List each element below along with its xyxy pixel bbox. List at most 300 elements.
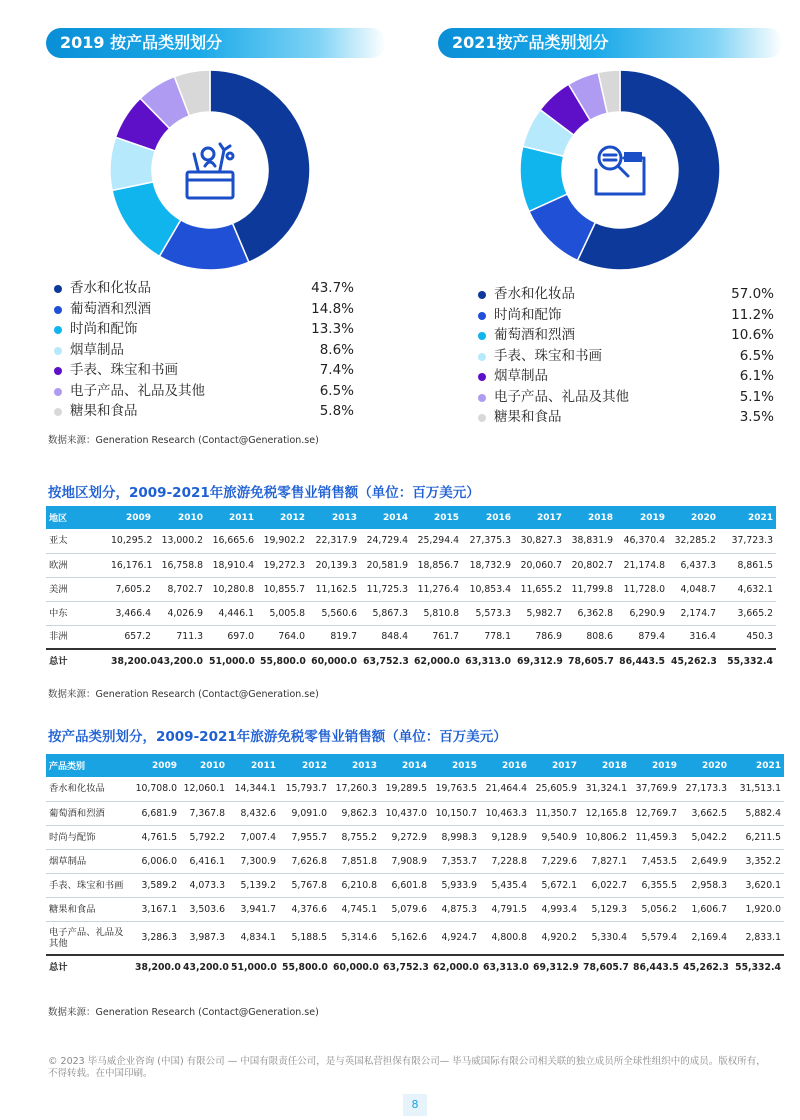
- legend-value: 5.8%: [319, 403, 354, 419]
- legend-label: 时尚和配饰: [70, 321, 138, 337]
- legend-label: 电子产品、礼品及其他: [70, 382, 205, 399]
- table-cell: 6,437.3: [668, 553, 719, 577]
- table-cell: 13,000.2: [154, 529, 206, 553]
- column-header: 2016: [480, 754, 530, 777]
- legend-label: 烟草制品: [494, 368, 548, 384]
- table-cell: 4,073.3: [180, 873, 228, 897]
- table-cell: 5,579.4: [630, 921, 680, 955]
- table-cell: 6,290.9: [616, 601, 668, 625]
- table-cell: 55,332.4: [719, 649, 776, 673]
- table-cell: 55,800.0: [279, 955, 330, 979]
- total-row: [46, 649, 776, 673]
- column-header: 2009: [132, 754, 180, 777]
- table-cell: 11,276.4: [411, 577, 462, 601]
- row-label: 葡萄酒和烈酒: [46, 801, 132, 825]
- table-cell: 9,272.9: [380, 825, 430, 849]
- legend-value: 6.5%: [319, 382, 354, 399]
- column-header: 2021: [719, 506, 776, 529]
- table-cell: 16,758.8: [154, 553, 206, 577]
- table-cell: 808.6: [565, 625, 616, 649]
- table-cell: 78,605.7: [565, 649, 616, 673]
- table-cell: 10,853.4: [462, 577, 514, 601]
- column-header: 2019: [616, 506, 668, 529]
- table-cell: 3,286.3: [132, 921, 180, 955]
- table-cell: 5,767.8: [279, 873, 330, 897]
- legend-swatch: [478, 312, 486, 320]
- column-header: 2009: [108, 506, 154, 529]
- legend-item: [54, 278, 354, 299]
- table-cell: 20,802.7: [565, 553, 616, 577]
- column-header: 产品类别: [46, 754, 132, 777]
- table-cell: 657.2: [108, 625, 154, 649]
- table-cell: 7,955.7: [279, 825, 330, 849]
- donut-chart-2019: [110, 70, 310, 270]
- table-cell: 2,649.9: [680, 849, 730, 873]
- legend-swatch: [54, 326, 62, 334]
- table-cell: 879.4: [616, 625, 668, 649]
- table-cell: 38,831.9: [565, 529, 616, 553]
- table-cell: 86,443.5: [630, 955, 680, 979]
- legend-value: 8.6%: [319, 341, 354, 358]
- table-row: [46, 801, 784, 825]
- legend-label: 葡萄酒和烈酒: [494, 327, 575, 343]
- table-cell: 45,262.3: [680, 955, 730, 979]
- table-cell: 63,313.0: [480, 955, 530, 979]
- table-cell: 5,882.4: [730, 801, 784, 825]
- table-cell: 5,810.8: [411, 601, 462, 625]
- table-row: [46, 825, 784, 849]
- table-cell: 7,851.8: [330, 849, 380, 873]
- table-cell: 5,314.6: [330, 921, 380, 955]
- product-table-title: 按产品类别划分，2009-2021年旅游免税零售业销售额（单位：百万美元）: [48, 729, 507, 745]
- table-cell: 12,060.1: [180, 777, 228, 801]
- legend-item: [478, 407, 774, 428]
- column-header: 2017: [530, 754, 580, 777]
- table-cell: 1,920.0: [730, 897, 784, 921]
- row-label: 美洲: [46, 577, 108, 601]
- table-cell: 27,173.3: [680, 777, 730, 801]
- table-cell: 5,672.1: [530, 873, 580, 897]
- legend-value: 3.5%: [739, 409, 774, 425]
- table-cell: 316.4: [668, 625, 719, 649]
- legend-label: 糖果和食品: [494, 409, 562, 425]
- table-cell: 4,993.4: [530, 897, 580, 921]
- table-cell: 10,280.8: [206, 577, 257, 601]
- column-header: 2018: [565, 506, 616, 529]
- table-cell: 38,200.0: [132, 955, 180, 979]
- column-header: 2010: [154, 506, 206, 529]
- table-cell: 4,791.5: [480, 897, 530, 921]
- table-cell: 51,000.0: [228, 955, 279, 979]
- row-label: 非洲: [46, 625, 108, 649]
- row-label: 手表、珠宝和书画: [46, 873, 132, 897]
- table-cell: 4,834.1: [228, 921, 279, 955]
- table-cell: 2,958.3: [680, 873, 730, 897]
- row-label: 烟草制品: [46, 849, 132, 873]
- legend-item: [54, 381, 354, 402]
- legend-item: [54, 319, 354, 340]
- table-cell: 6,211.5: [730, 825, 784, 849]
- table-cell: 6,362.8: [565, 601, 616, 625]
- table-cell: 4,376.6: [279, 897, 330, 921]
- table-cell: 8,861.5: [719, 553, 776, 577]
- table-cell: 5,573.3: [462, 601, 514, 625]
- table-cell: 778.1: [462, 625, 514, 649]
- table-cell: 25,294.4: [411, 529, 462, 553]
- copyright-footer: © 2023 毕马威企业咨询 (中国) 有限公司 — 中国有限责任公司，是与英国私营担保有限公司— 毕马威国际有限公司相关联的独立成员所全球性组织中的成员。版权所有，不得转载。在中国印刷。: [48, 1056, 766, 1079]
- table-cell: 5,435.4: [480, 873, 530, 897]
- legend-swatch: [54, 408, 62, 416]
- table-cell: 20,581.9: [360, 553, 411, 577]
- table-cell: 30,827.3: [514, 529, 565, 553]
- legend-label: 手表、珠宝和书画: [494, 347, 602, 364]
- legend-item: [478, 284, 774, 305]
- table-cell: 20,139.3: [308, 553, 360, 577]
- table-cell: 4,632.1: [719, 577, 776, 601]
- table-cell: 24,729.4: [360, 529, 411, 553]
- column-header: 地区: [46, 506, 108, 529]
- table-cell: 4,761.5: [132, 825, 180, 849]
- legend-swatch: [54, 367, 62, 375]
- table-cell: 7,908.9: [380, 849, 430, 873]
- column-header: 2015: [430, 754, 480, 777]
- pie-2021-title: 2021按产品类别划分: [438, 28, 783, 58]
- table-cell: 19,272.3: [257, 553, 308, 577]
- table-cell: 7,300.9: [228, 849, 279, 873]
- column-header: 2012: [257, 506, 308, 529]
- table-cell: 5,079.6: [380, 897, 430, 921]
- data-source-note: 数据来源：Generation Research (Contact@Generation.se): [48, 1007, 319, 1018]
- table-cell: 31,513.1: [730, 777, 784, 801]
- table-cell: 5,560.6: [308, 601, 360, 625]
- data-source-note: 数据来源：Generation Research (Contact@Generation.se): [48, 689, 319, 700]
- table-cell: 63,752.3: [380, 955, 430, 979]
- table-cell: 55,800.0: [257, 649, 308, 673]
- table-cell: 8,998.3: [430, 825, 480, 849]
- table-row: [46, 777, 784, 801]
- legend-item: [54, 401, 354, 422]
- table-cell: 5,042.2: [680, 825, 730, 849]
- table-cell: 10,463.3: [480, 801, 530, 825]
- table-cell: 7,229.6: [530, 849, 580, 873]
- legend-swatch: [54, 388, 62, 396]
- table-cell: 4,446.1: [206, 601, 257, 625]
- product-sales-table: [46, 754, 784, 979]
- table-row: [46, 873, 784, 897]
- table-cell: 62,000.0: [430, 955, 480, 979]
- gift-basket-icon: [187, 144, 233, 198]
- document-search-icon: [596, 147, 644, 194]
- table-cell: 27,375.3: [462, 529, 514, 553]
- column-header: 2011: [228, 754, 279, 777]
- column-header: 2013: [330, 754, 380, 777]
- table-cell: 6,006.0: [132, 849, 180, 873]
- table-cell: 18,732.9: [462, 553, 514, 577]
- table-cell: 19,763.5: [430, 777, 480, 801]
- table-cell: 11,799.8: [565, 577, 616, 601]
- table-cell: 7,228.8: [480, 849, 530, 873]
- legend-swatch: [54, 285, 62, 293]
- table-cell: 10,806.2: [580, 825, 630, 849]
- legend-value: 6.5%: [739, 347, 774, 364]
- table-cell: 3,662.5: [680, 801, 730, 825]
- legend-value: 5.1%: [739, 388, 774, 405]
- table-cell: 18,856.7: [411, 553, 462, 577]
- table-cell: 3,503.6: [180, 897, 228, 921]
- table-cell: 6,210.8: [330, 873, 380, 897]
- table-cell: 46,370.4: [616, 529, 668, 553]
- table-cell: 11,655.2: [514, 577, 565, 601]
- legend-value: 14.8%: [311, 300, 354, 317]
- table-cell: 3,665.2: [719, 601, 776, 625]
- table-cell: 5,139.2: [228, 873, 279, 897]
- legend-swatch: [478, 291, 486, 299]
- legend-item: [478, 346, 774, 367]
- table-cell: 7,453.5: [630, 849, 680, 873]
- legend-item: [54, 299, 354, 320]
- table-cell: 7,827.1: [580, 849, 630, 873]
- row-label: 电子产品、礼品及其他: [46, 921, 132, 955]
- row-label: 中东: [46, 601, 108, 625]
- legend-item: [478, 366, 774, 387]
- row-label: 糖果和食品: [46, 897, 132, 921]
- table-cell: 5,129.3: [580, 897, 630, 921]
- legend-item: [478, 305, 774, 326]
- table-cell: 4,920.2: [530, 921, 580, 955]
- table-cell: 3,620.1: [730, 873, 784, 897]
- table-cell: 761.7: [411, 625, 462, 649]
- column-header: 2012: [279, 754, 330, 777]
- table-cell: 5,162.6: [380, 921, 430, 955]
- page-number: 8: [403, 1094, 427, 1116]
- column-header: 2018: [580, 754, 630, 777]
- legend-label: 香水和化妆品: [494, 286, 575, 302]
- table-cell: 8,755.2: [330, 825, 380, 849]
- table-cell: 9,091.0: [279, 801, 330, 825]
- table-cell: 78,605.7: [580, 955, 630, 979]
- table-cell: 4,800.8: [480, 921, 530, 955]
- column-header: 2021: [730, 754, 784, 777]
- table-cell: 62,000.0: [411, 649, 462, 673]
- table-row: [46, 601, 776, 625]
- table-cell: 63,313.0: [462, 649, 514, 673]
- table-cell: 5,056.2: [630, 897, 680, 921]
- total-row: [46, 955, 784, 979]
- table-cell: 11,162.5: [308, 577, 360, 601]
- table-cell: 786.9: [514, 625, 565, 649]
- legend-swatch: [478, 353, 486, 361]
- table-cell: 5,867.3: [360, 601, 411, 625]
- table-cell: 6,601.8: [380, 873, 430, 897]
- row-label: 总计: [46, 955, 132, 979]
- table-cell: 7,626.8: [279, 849, 330, 873]
- column-header: 2017: [514, 506, 565, 529]
- legend-swatch: [54, 347, 62, 355]
- table-cell: 5,982.7: [514, 601, 565, 625]
- table-cell: 45,262.3: [668, 649, 719, 673]
- table-cell: 8,702.7: [154, 577, 206, 601]
- table-cell: 3,352.2: [730, 849, 784, 873]
- table-cell: 10,295.2: [108, 529, 154, 553]
- table-cell: 14,344.1: [228, 777, 279, 801]
- table-row: [46, 625, 776, 649]
- table-cell: 69,312.9: [514, 649, 565, 673]
- table-cell: 3,167.1: [132, 897, 180, 921]
- table-cell: 3,466.4: [108, 601, 154, 625]
- legend-label: 时尚和配饰: [494, 306, 562, 323]
- table-cell: 5,792.2: [180, 825, 228, 849]
- row-label: 亚太: [46, 529, 108, 553]
- table-cell: 12,769.7: [630, 801, 680, 825]
- legend-item: [54, 360, 354, 381]
- legend-2019: [54, 278, 354, 422]
- table-cell: 10,437.0: [380, 801, 430, 825]
- legend-label: 烟草制品: [70, 341, 124, 358]
- legend-swatch: [478, 373, 486, 381]
- table-row: [46, 849, 784, 873]
- table-cell: 19,902.2: [257, 529, 308, 553]
- table-row: [46, 577, 776, 601]
- column-header: 2015: [411, 506, 462, 529]
- table-cell: 4,026.9: [154, 601, 206, 625]
- table-cell: 6,681.9: [132, 801, 180, 825]
- table-cell: 4,745.1: [330, 897, 380, 921]
- column-header: 2020: [680, 754, 730, 777]
- legend-item: [54, 340, 354, 361]
- legend-value: 6.1%: [739, 368, 774, 384]
- column-header: 2014: [360, 506, 411, 529]
- table-cell: 19,289.5: [380, 777, 430, 801]
- row-label: 总计: [46, 649, 108, 673]
- legend-value: 11.2%: [731, 306, 774, 323]
- row-label: 时尚与配饰: [46, 825, 132, 849]
- table-cell: 37,723.3: [719, 529, 776, 553]
- legend-value: 13.3%: [311, 321, 354, 337]
- table-cell: 10,708.0: [132, 777, 180, 801]
- legend-swatch: [478, 332, 486, 340]
- table-cell: 16,176.1: [108, 553, 154, 577]
- table-cell: 7,007.4: [228, 825, 279, 849]
- column-header: 2020: [668, 506, 719, 529]
- table-cell: 69,312.9: [530, 955, 580, 979]
- legend-label: 糖果和食品: [70, 403, 138, 419]
- table-cell: 12,165.8: [580, 801, 630, 825]
- table-cell: 7,367.8: [180, 801, 228, 825]
- table-cell: 11,728.0: [616, 577, 668, 601]
- table-cell: 3,941.7: [228, 897, 279, 921]
- table-cell: 21,174.8: [616, 553, 668, 577]
- table-cell: 697.0: [206, 625, 257, 649]
- table-cell: 1,606.7: [680, 897, 730, 921]
- table-cell: 10,855.7: [257, 577, 308, 601]
- table-cell: 3,589.2: [132, 873, 180, 897]
- row-label: 香水和化妆品: [46, 777, 132, 801]
- table-cell: 55,332.4: [730, 955, 784, 979]
- table-cell: 11,459.3: [630, 825, 680, 849]
- table-cell: 11,350.7: [530, 801, 580, 825]
- legend-swatch: [478, 394, 486, 402]
- table-cell: 819.7: [308, 625, 360, 649]
- table-cell: 2,833.1: [730, 921, 784, 955]
- table-cell: 4,875.3: [430, 897, 480, 921]
- column-header: 2016: [462, 506, 514, 529]
- legend-item: [478, 325, 774, 346]
- table-cell: 9,862.3: [330, 801, 380, 825]
- table-cell: 51,000.0: [206, 649, 257, 673]
- table-cell: 5,330.4: [580, 921, 630, 955]
- column-header: 2013: [308, 506, 360, 529]
- table-cell: 20,060.7: [514, 553, 565, 577]
- legend-label: 电子产品、礼品及其他: [494, 388, 629, 405]
- table-cell: 17,260.3: [330, 777, 380, 801]
- legend-item: [478, 387, 774, 408]
- table-cell: 43,200.0: [154, 649, 206, 673]
- table-cell: 4,924.7: [430, 921, 480, 955]
- table-cell: 6,355.5: [630, 873, 680, 897]
- table-cell: 711.3: [154, 625, 206, 649]
- legend-swatch: [54, 306, 62, 314]
- legend-label: 手表、珠宝和书画: [70, 362, 178, 378]
- table-cell: 10,150.7: [430, 801, 480, 825]
- data-source-note: 数据来源：Generation Research (Contact@Generation.se): [48, 435, 319, 446]
- table-cell: 848.4: [360, 625, 411, 649]
- pie-2019-title: 2019 按产品类别划分: [46, 28, 386, 58]
- table-cell: 6,022.7: [580, 873, 630, 897]
- table-cell: 21,464.4: [480, 777, 530, 801]
- table-cell: 8,432.6: [228, 801, 279, 825]
- table-cell: 9,128.9: [480, 825, 530, 849]
- legend-value: 43.7%: [311, 280, 354, 296]
- region-table-title: 按地区划分，2009-2021年旅游免税零售业销售额（单位：百万美元）: [48, 485, 480, 501]
- table-cell: 63,752.3: [360, 649, 411, 673]
- table-row: [46, 897, 784, 921]
- table-cell: 32,285.2: [668, 529, 719, 553]
- column-header: 2011: [206, 506, 257, 529]
- table-cell: 60,000.0: [308, 649, 360, 673]
- table-cell: 15,793.7: [279, 777, 330, 801]
- table-cell: 25,605.9: [530, 777, 580, 801]
- table-cell: 6,416.1: [180, 849, 228, 873]
- table-cell: 16,665.6: [206, 529, 257, 553]
- table-cell: 22,317.9: [308, 529, 360, 553]
- table-cell: 2,174.7: [668, 601, 719, 625]
- donut-chart-2021: [520, 70, 720, 270]
- table-row: [46, 529, 776, 553]
- legend-2021: [478, 284, 774, 428]
- table-cell: 31,324.1: [580, 777, 630, 801]
- legend-value: 10.6%: [731, 327, 774, 343]
- column-header: 2010: [180, 754, 228, 777]
- table-row: [46, 921, 784, 955]
- table-cell: 450.3: [719, 625, 776, 649]
- table-cell: 5,933.9: [430, 873, 480, 897]
- table-cell: 7,353.7: [430, 849, 480, 873]
- table-cell: 11,725.3: [360, 577, 411, 601]
- column-header: 2019: [630, 754, 680, 777]
- legend-value: 7.4%: [319, 362, 354, 378]
- table-cell: 5,188.5: [279, 921, 330, 955]
- legend-label: 葡萄酒和烈酒: [70, 300, 151, 317]
- column-header: 2014: [380, 754, 430, 777]
- legend-value: 57.0%: [731, 286, 774, 302]
- table-cell: 4,048.7: [668, 577, 719, 601]
- table-cell: 37,769.9: [630, 777, 680, 801]
- table-cell: 7,605.2: [108, 577, 154, 601]
- legend-label: 香水和化妆品: [70, 280, 151, 296]
- table-cell: 38,200.0: [108, 649, 154, 673]
- table-cell: 2,169.4: [680, 921, 730, 955]
- table-cell: 60,000.0: [330, 955, 380, 979]
